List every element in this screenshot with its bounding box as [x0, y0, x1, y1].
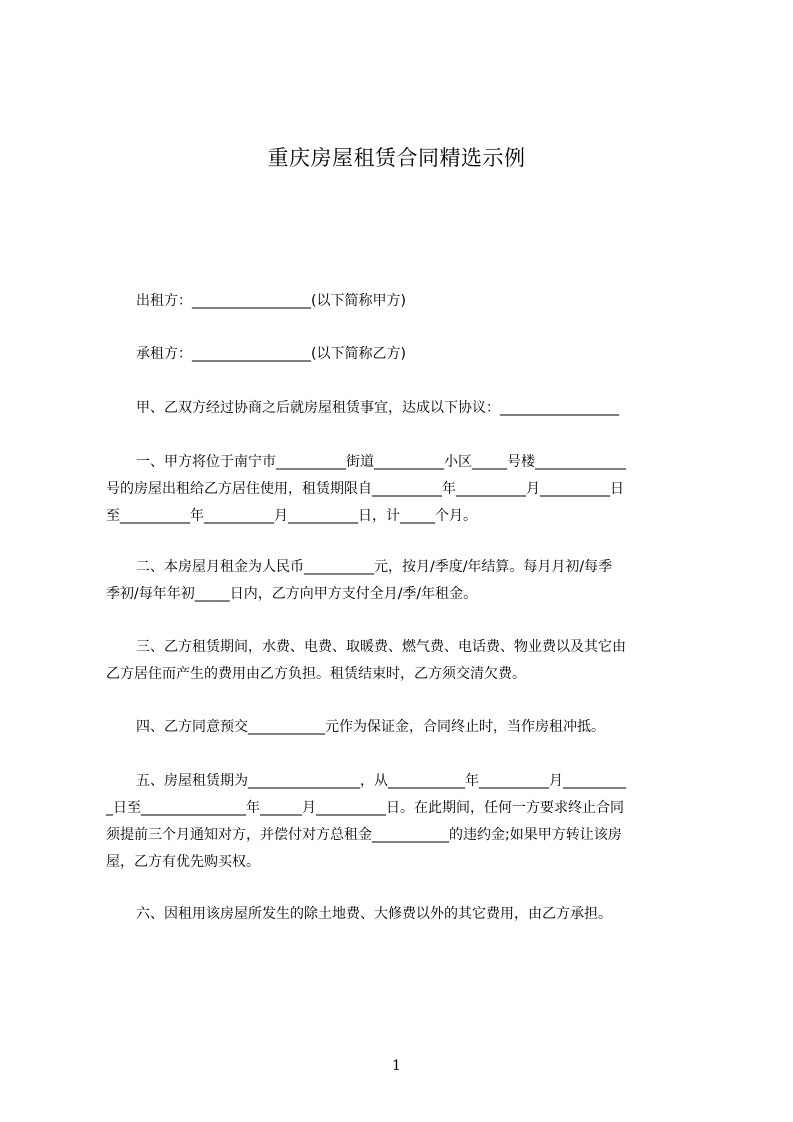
lessor-line: 出租方：_________________(以下简称甲方)	[136, 293, 406, 309]
clause-1-line-3: 至__________年__________月__________日，计_____个月。	[106, 508, 477, 524]
clause-4-line-1: 四、乙方同意预交___________元作为保证金，合同终止时，当作房租冲抵。	[136, 719, 605, 735]
clause-6-line-1: 六、因租用该房屋所发生的除土地费、大修费以外的其它费用，由乙方承担。	[136, 906, 612, 922]
clause-5-line-2: _日至_______________年______月__________日。在此期间，任何一方要求终止合同	[106, 800, 624, 816]
clause-2-line-1: 二、本房屋月租金为人民币__________元，按月/季度/年结算。每月月初/每季	[136, 559, 613, 575]
clause-1-line-2: 号的房屋出租给乙方居住使用，租赁期限自__________年__________月__________日	[106, 481, 624, 497]
lessee-line: 承租方：_________________(以下简称乙方)	[136, 346, 406, 362]
clause-2-line-2: 季初/每年年初_____日内，乙方向甲方支付全月/季/年租金。	[106, 586, 478, 602]
clause-1-line-1: 一、甲方将位于南宁市__________街道__________小区_____号楼_____________	[136, 454, 626, 470]
document-title: 重庆房屋租赁合同精选示例	[267, 146, 526, 170]
page-number: 1	[392, 1058, 401, 1074]
clause-5-line-1: 五、房屋租赁期为________________，从___________年__________月_________	[136, 773, 626, 789]
clause-3-line-1: 三、乙方租赁期间，水费、电费、取暖费、燃气费、电话费、物业费以及其它由	[136, 639, 626, 655]
agreement-intro-line: 甲、乙双方经过协商之后就房屋租赁事宜，达成以下协议：_________________	[136, 400, 619, 416]
clause-3-line-2: 乙方居住而产生的费用由乙方负担。租赁结束时，乙方须交清欠费。	[106, 666, 526, 682]
clause-5-line-3: 须提前三个月通知对方，并偿付对方总租金___________的违约金;如果甲方转让该房	[106, 827, 622, 843]
clause-5-line-4: 屋，乙方有优先购买权。	[106, 854, 260, 870]
